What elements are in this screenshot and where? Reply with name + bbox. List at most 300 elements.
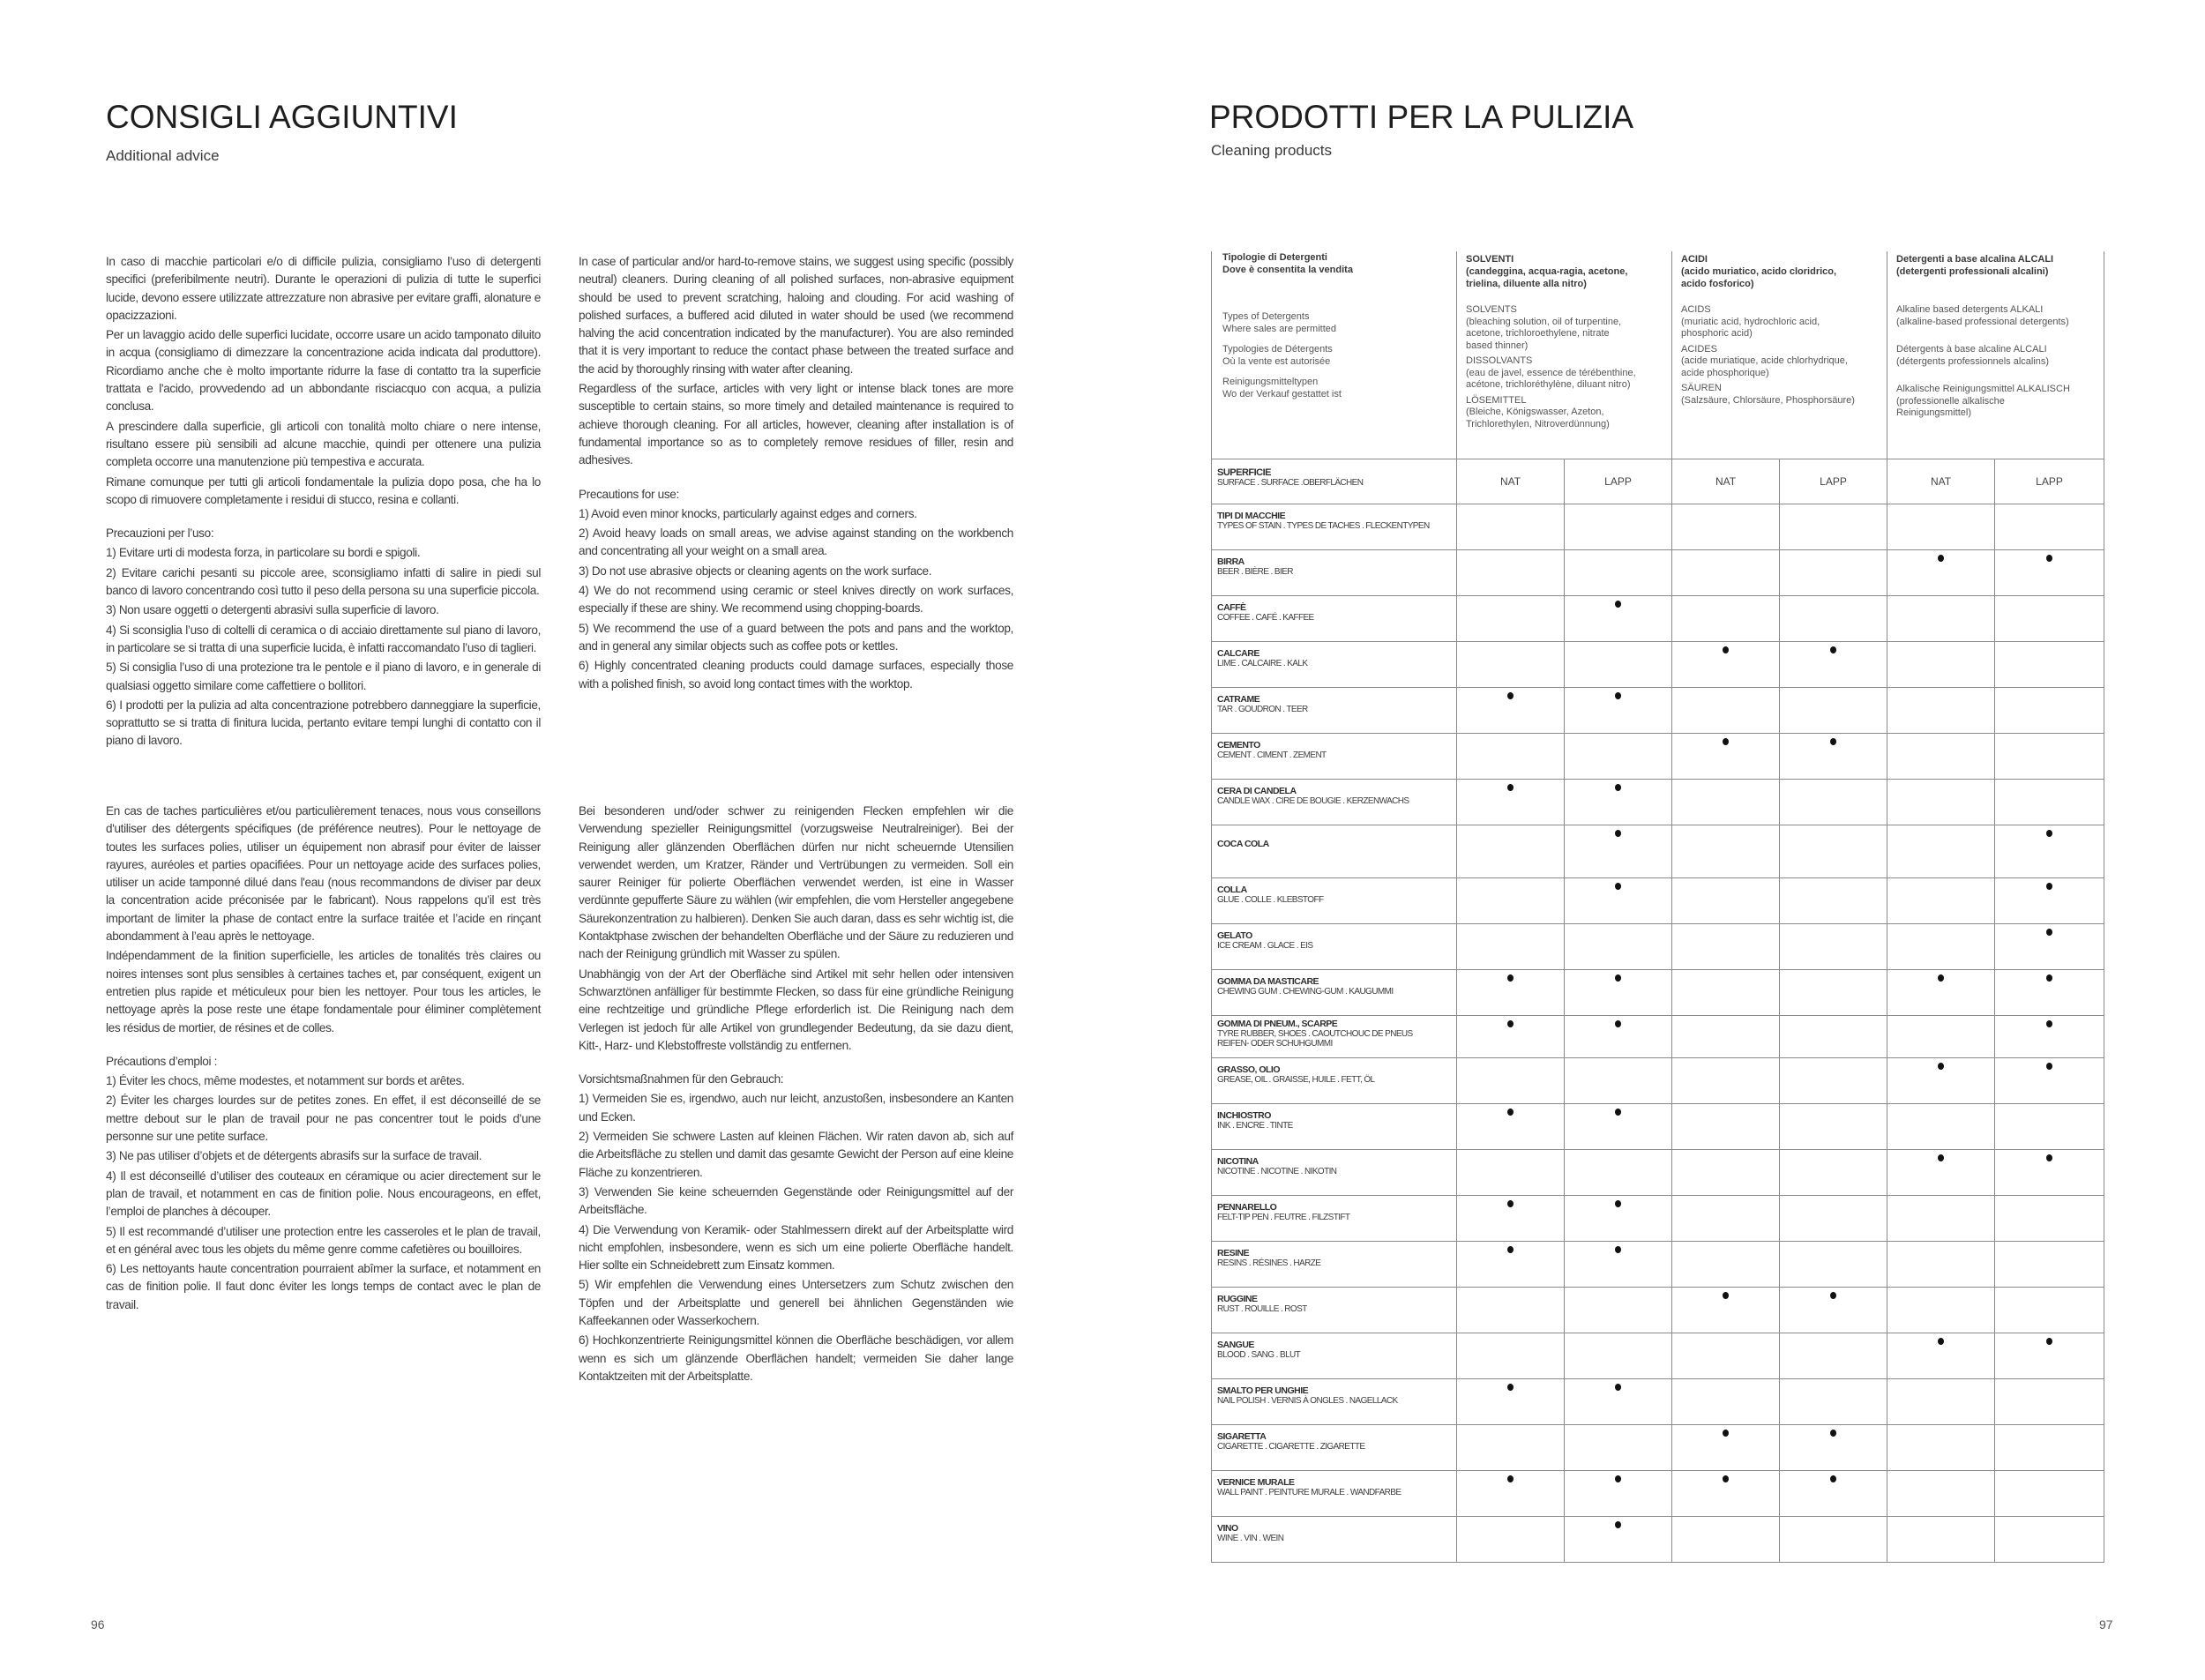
empty-cell <box>1457 1333 1565 1378</box>
bullet-dot-icon <box>1507 1200 1514 1207</box>
stain-row <box>1212 779 2104 825</box>
empty-cell <box>1565 923 1672 969</box>
bullet-dot-icon <box>2046 1338 2052 1345</box>
precaution-item: 5) Il est recommandé d’utiliser une protection entre les casseroles et le plan de travail, et en général avec tous les objets du même genre comme cafetières ou bouilloires. <box>106 1224 541 1256</box>
empty-cell <box>1780 1516 1887 1562</box>
empty-cell <box>1672 687 1780 733</box>
category-title: Detergenti a base alcalina ALCALI (detergenti professionali alcalini) <box>1896 254 2054 277</box>
empty-cell <box>1887 641 1995 687</box>
compatible-cell <box>1457 687 1565 733</box>
compatible-cell <box>1457 1470 1565 1516</box>
compatible-cell <box>1565 1195 1672 1241</box>
bullet-dot-icon <box>1507 1475 1514 1482</box>
bullet-dot-icon <box>1830 738 1836 745</box>
detergent-type-fr: Typologies de Détergents Où la vente est autorisée <box>1222 344 1333 367</box>
empty-cell <box>1780 1378 1887 1424</box>
bullet-dot-icon <box>1615 1475 1621 1482</box>
empty-cell <box>1565 549 1672 595</box>
bullet-dot-icon <box>1507 1109 1514 1116</box>
stain-row <box>1212 641 2104 687</box>
empty-cell <box>1672 969 1780 1015</box>
empty-cell <box>1457 1424 1565 1470</box>
detergent-type-title: Tipologie di Detergenti Dove è consentita la vendita <box>1222 252 1353 275</box>
compatible-cell <box>1887 1149 1995 1195</box>
empty-cell <box>1887 595 1995 641</box>
stain-label: COLLA GLUE . COLLE . KLEBSTOFF <box>1212 877 1457 923</box>
precautions-title: Vorsichtsmaßnahmen für den Gebrauch: <box>579 1072 784 1086</box>
empty-cell <box>1995 641 2104 687</box>
empty-cell <box>1995 1195 2104 1241</box>
bullet-dot-icon <box>1723 646 1729 653</box>
stain-row <box>1212 1149 2104 1195</box>
bullet-dot-icon <box>1938 974 1944 982</box>
empty-cell <box>1780 923 1887 969</box>
empty-cell <box>1780 1103 1887 1149</box>
empty-cell <box>1780 877 1887 923</box>
empty-cell <box>1995 595 2104 641</box>
category-translation: SOLVENTS (bleaching solution, oil of turpentine, acetone, trichloroethylene, nitrate based thinner) <box>1466 304 1622 351</box>
bullet-dot-icon <box>1830 646 1836 653</box>
empty-cell <box>1672 1241 1780 1287</box>
empty-cell <box>1457 825 1565 877</box>
empty-cell <box>1887 1287 1995 1333</box>
empty-cell <box>1995 1470 2104 1516</box>
bullet-dot-icon <box>1723 1430 1729 1437</box>
empty-cell <box>1565 1057 1672 1103</box>
empty-cell <box>1457 1057 1565 1103</box>
empty-cell <box>1887 687 1995 733</box>
empty-cell <box>1780 969 1887 1015</box>
empty-cell <box>1457 641 1565 687</box>
empty-cell <box>1457 877 1565 923</box>
empty-cell <box>1672 1516 1780 1562</box>
empty-cell <box>1887 733 1995 779</box>
category-translation: Alkalische Reinigungsmittel ALKALISCH (professionelle alkalische Reinigungsmittel) <box>1896 384 2070 418</box>
bullet-dot-icon <box>1723 1475 1729 1482</box>
precaution-item: 4) Die Verwendung von Keramik- oder Stahlmessern direkt auf der Arbeitsplatte wird nicht empfohlen, insbesondere, wenn es sich um eine polierte Oberfläche handelt. Hier sollte ein Schneidebrett zum Einsatz kommen. <box>579 1222 1013 1273</box>
compatible-cell <box>1780 733 1887 779</box>
precaution-item: 3) Do not use abrasive objects or cleaning agents on the work surface. <box>579 564 932 578</box>
empty-cell <box>1887 1195 1995 1241</box>
empty-cell <box>1780 779 1887 825</box>
compatible-cell <box>1565 1516 1672 1562</box>
bullet-dot-icon <box>1615 1200 1621 1207</box>
empty-cell <box>1672 923 1780 969</box>
stain-row <box>1212 733 2104 779</box>
empty-cell <box>1780 1333 1887 1378</box>
stain-label: SANGUE BLOOD . SANG . BLUT <box>1212 1333 1457 1378</box>
empty-cell <box>1887 923 1995 969</box>
compatible-cell <box>1995 825 2104 877</box>
precaution-item: 1) Evitare urti di modesta forza, in particolare su bordi e spigoli. <box>106 546 421 560</box>
bullet-dot-icon <box>1615 1246 1621 1253</box>
surface-col-nat: NAT <box>1887 459 1995 504</box>
empty-cell <box>1565 1287 1672 1333</box>
empty-cell <box>1887 825 1995 877</box>
bullet-dot-icon <box>1507 1020 1514 1027</box>
compatible-cell <box>1457 1241 1565 1287</box>
empty-cell <box>1672 779 1780 825</box>
compatible-cell <box>1565 825 1672 877</box>
compatible-cell <box>1995 1149 2104 1195</box>
precaution-item: 5) We recommend the use of a guard between the pots and pans and the worktop, and in general any similar objects such as coffee pots or kettles. <box>579 621 1013 653</box>
bullet-dot-icon <box>1615 601 1621 608</box>
empty-cell <box>1672 825 1780 877</box>
precautions-title: Precauzioni per l’uso: <box>106 526 214 541</box>
stain-row <box>1212 1195 2104 1241</box>
stain-label: GOMMA DA MASTICARE CHEWING GUM . CHEWING-GUM . KAUGUMMI <box>1212 969 1457 1015</box>
surface-row <box>1212 459 2104 504</box>
empty-cell <box>1565 641 1672 687</box>
compatible-cell <box>1995 923 2104 969</box>
compatible-cell <box>1672 733 1780 779</box>
precaution-item: 3) Ne pas utiliser d’objets et de détergents abrasifs sur la surface de travail. <box>106 1149 482 1163</box>
text-block-english <box>579 253 1013 695</box>
compatible-cell <box>1780 1470 1887 1516</box>
empty-cell <box>1995 733 2104 779</box>
compatible-cell <box>1995 877 2104 923</box>
stain-label: INCHIOSTRO INK . ENCRE . TINTE <box>1212 1103 1457 1149</box>
detergent-type-en: Types of Detergents Where sales are permitted <box>1222 311 1336 334</box>
paragraph: A prescindere dalla superficie, gli articoli con tonalità molto chiare o nere intense, risultano essere più sensibili ad alcune macchie, quindi per ottenere una pulizia completa occorre una manutenzione più tempestiva e accurata. <box>106 419 541 469</box>
text-block-german <box>579 803 1013 1387</box>
compatible-cell <box>1995 1057 2104 1103</box>
empty-cell <box>1565 1149 1672 1195</box>
compatible-cell <box>1565 969 1672 1015</box>
empty-cell <box>1672 1015 1780 1057</box>
stain-label: GOMMA DI PNEUM., SCARPE TYRE RUBBER, SHOES . CAOUTCHOUC DE PNEUS REIFEN- ODER SCHUHGUMMI <box>1212 1015 1457 1057</box>
precautions-title: Précautions d’emploi : <box>106 1054 218 1068</box>
page-subtitle-right: Cleaning products <box>1211 142 1333 159</box>
empty-cell <box>1887 1103 1995 1149</box>
compatible-cell <box>1780 1424 1887 1470</box>
empty-cell <box>1672 877 1780 923</box>
bullet-dot-icon <box>1615 692 1621 699</box>
bullet-dot-icon <box>2046 974 2052 982</box>
empty-cell <box>1995 1424 2104 1470</box>
compatible-cell <box>1457 1015 1565 1057</box>
compatible-cell <box>1565 779 1672 825</box>
empty-cell <box>1995 1516 2104 1562</box>
stain-row <box>1212 1516 2104 1562</box>
empty-cell <box>1565 733 1672 779</box>
stain-label: PENNARELLO FELT-TIP PEN . FEUTRE . FILZSTIFT <box>1212 1195 1457 1241</box>
paragraph: Unabhängig von der Art der Oberfläche sind Artikel mit sehr hellen oder intensiven Schwarztönen anfälliger für bestimmte Flecken, so dass für eine gründliche Reinigung eine rechtzeitige und gründliche Pflege erforderlich ist. Die Reinigung nach dem Verlegen ist jedoch für alle Artikel von grundlegender Bedeutung, da sie dazu dient, Kitt-, Harz- und Klebstoffreste vollständig zu entfernen. <box>579 967 1013 1052</box>
stain-row <box>1212 1287 2104 1333</box>
category-header-acids <box>1672 251 1887 459</box>
precaution-item: 2) Éviter les charges lourdes sur de petites zones. En effet, il est déconseillé de se mettre debout sur le plan de travail pour ne pas concentrer tout le poids d’une personne sur une petite surface. <box>106 1094 541 1144</box>
compatible-cell <box>1457 969 1565 1015</box>
detergent-type-de: Reinigungsmitteltypen Wo der Verkauf gestattet ist <box>1222 377 1342 399</box>
category-header-solvents <box>1457 251 1672 459</box>
bullet-dot-icon <box>1615 1384 1621 1391</box>
surface-col-nat: NAT <box>1457 459 1565 504</box>
category-translation: DISSOLVANTS (eau de javel, essence de térébenthine, acétone, trichloréthylène, diluant nitro) <box>1466 355 1636 390</box>
category-title: SOLVENTI (candeggina, acqua-ragia, acetone, trielina, diluente alla nitro) <box>1466 254 1628 289</box>
precaution-item: 3) Non usare oggetti o detergenti abrasivi sulla superficie di lavoro. <box>106 603 439 617</box>
compatible-cell <box>1672 1287 1780 1333</box>
bullet-dot-icon <box>1507 974 1514 982</box>
stain-row <box>1212 595 2104 641</box>
empty-cell <box>1565 1424 1672 1470</box>
stain-label: CEMENTO CEMENT . CIMENT . ZEMENT <box>1212 733 1457 779</box>
precaution-item: 1) Éviter les chocs, même modestes, et notamment sur bords et arêtes. <box>106 1074 465 1088</box>
compatible-cell <box>1565 1470 1672 1516</box>
stain-row <box>1212 1424 2104 1470</box>
stain-row <box>1212 1241 2104 1287</box>
compatible-cell <box>1565 877 1672 923</box>
precaution-item: 6) Highly concentrated cleaning products could damage surfaces, especially those with a polished finish, so avoid long contact times with the worktop. <box>579 659 1013 691</box>
empty-cell <box>1995 779 2104 825</box>
precaution-item: 2) Vermeiden Sie schwere Lasten auf kleinen Flächen. Wir raten davon ab, sich auf die Arbeitsfläche zu stellen und damit das gesamte Gewicht der Person auf eine kleine Fläche zu konzentrieren. <box>579 1130 1013 1179</box>
page-subtitle-left: Additional advice <box>106 147 220 164</box>
surface-col-lapp: LAPP <box>1780 459 1887 504</box>
paragraph: Per un lavaggio acido delle superfici lucidate, occorre usare un acido tamponato diluito in acqua (consigliamo di dimezzare la concentrazione acida indicata dal produttore). Ricordiamo anche che è molto importante ridurre la fase di contatto tra la superficie trattata e l'acido, provvedendo ad un abbondante risciacquo con acqua, a pulizia conclusa. <box>106 328 541 414</box>
surface-col-lapp: LAPP <box>1995 459 2104 504</box>
category-translation: ACIDS (muriatic acid, hydrochloric acid, phosphoric acid) <box>1681 304 1820 339</box>
empty-cell <box>1672 1103 1780 1149</box>
precaution-item: 4) We do not recommend using ceramic or steel knives directly on work surfaces, especially if these are shiny. We recommend using chopping-boards. <box>579 584 1013 616</box>
bullet-dot-icon <box>2046 1154 2052 1161</box>
category-translation: ACIDES (acide muriatique, acide chlorhydrique, acide phosphorique) <box>1681 343 1848 378</box>
stain-label: GRASSO, OLIO GREASE, OIL . GRAISSE, HUILE . FETT, ÖL <box>1212 1057 1457 1103</box>
bullet-dot-icon <box>1723 738 1729 745</box>
stain-label: GELATO ICE CREAM . GLACE . EIS <box>1212 923 1457 969</box>
bullet-dot-icon <box>1507 784 1514 791</box>
stain-row <box>1212 1333 2104 1378</box>
compatible-cell <box>1995 969 2104 1015</box>
category-translation: Détergents à base alcaline ALCALI (détergents professionnels alcalins) <box>1896 344 2050 367</box>
empty-cell <box>1457 1516 1565 1562</box>
stain-label: CAFFÈ COFFEE . CAFÉ . KAFFEE <box>1212 595 1457 641</box>
stain-row <box>1212 1057 2104 1103</box>
compatible-cell <box>1565 1378 1672 1424</box>
stain-label: SIGARETTA CIGARETTE . CIGARETTE . ZIGARETTE <box>1212 1424 1457 1470</box>
compatible-cell <box>1457 1103 1565 1149</box>
bullet-dot-icon <box>1615 974 1621 982</box>
bullet-dot-icon <box>2046 1063 2052 1070</box>
empty-cell <box>1887 877 1995 923</box>
empty-cell <box>1995 1287 2104 1333</box>
empty-cell <box>1780 595 1887 641</box>
stain-label: SMALTO PER UNGHIE NAIL POLISH . VERNIS À ONGLES . NAGELLACK <box>1212 1378 1457 1424</box>
empty-cell <box>1887 1470 1995 1516</box>
compatible-cell <box>1565 595 1672 641</box>
precaution-item: 5) Si consiglia l’uso di una protezione tra le pentole e il piano di lavoro, e in generale di qualsiasi oggetto similare come caffettiere o bollitori. <box>106 661 541 692</box>
stain-label: RUGGINE RUST . ROUILLE . ROST <box>1212 1287 1457 1333</box>
category-translation: SÄUREN (Salzsäure, Chlorsäure, Phosphorsäure) <box>1681 383 1855 406</box>
empty-cell <box>1887 779 1995 825</box>
empty-cell <box>1672 1333 1780 1378</box>
stain-label: COCA COLA <box>1212 825 1457 877</box>
empty-cell <box>1995 687 2104 733</box>
compatible-cell <box>1780 641 1887 687</box>
precautions-title: Precautions for use: <box>579 487 679 501</box>
bullet-dot-icon <box>1615 1521 1621 1528</box>
compatible-cell <box>1457 1195 1565 1241</box>
stain-row <box>1212 923 2104 969</box>
empty-cell <box>1887 1516 1995 1562</box>
precaution-item: 4) Il est déconseillé d’utiliser des couteaux en céramique ou acier directement sur le plan de travail, et notamment en cas de finition polie. Nous encourageons, en effet, l’emploi de planches à découper. <box>106 1169 541 1219</box>
precaution-item: 2) Evitare carichi pesanti su piccole aree, sconsigliamo infatti di salire in piedi sul banco di lavoro concentrando così tutto il peso della persona su una superficie piccola. <box>106 565 541 598</box>
compatible-cell <box>1887 549 1995 595</box>
bullet-dot-icon <box>1830 1430 1836 1437</box>
empty-cell <box>1780 549 1887 595</box>
paragraph: In case of particular and/or hard-to-remove stains, we suggest using specific (possibly neutral) cleaners. During cleaning of all polished surfaces, non-abrasive equipment should be used to prevent scratching, haloing and clouding. For acid washing of polished surfaces, a buffered acid diluted in water should be used (we recommend halving the acid concentration indicated by the manufacturer). You are also reminded that it is very important to reduce the contact phase between the treated surface and the acid by thoroughly rinsing with water after cleaning. <box>579 255 1013 376</box>
precaution-item: 4) Si sconsiglia l’uso di coltelli di ceramica o di acciaio direttamente sul piano di lavoro, in particolare se si tratta di una superficie lucida, è infatti raccomandato l’uso di taglieri. <box>106 623 541 654</box>
stain-row <box>1212 969 2104 1015</box>
precaution-item: 6) Les nettoyants haute concentration pourraient abîmer la surface, et notamment en cas de finition polie. Il faut donc éviter les longs temps de contact avec le plan de travail. <box>106 1262 541 1311</box>
paragraph: Bei besonderen und/oder schwer zu reinigenden Flecken empfehlen wir die Verwendung spezieller Reinigungsmittel (vorzugsweise Neutralreiniger). Bei der Reinigung aller glänzenden Oberflächen dürfen nur nicht scheuernde Utensilien verwendet werden, um Kratzer, Ränder und Vertrübungen zu vermeiden. Soll ein saurer Reiniger für polierte Oberflächen verwendet werden, ist eine in Wasser verdünnte gepufferte Säure zu wählen (wir empfehlen, die vom Hersteller angegebene Säurekonzentration zu halbieren). Denken Sie auch daran, dass es sehr wichtig ist, die Kontaktphase zwischen der behandelten Oberfläche und der Säure zu reduzieren und nach der Reinigung gründlich mit Wasser zu spülen. <box>579 804 1013 961</box>
page-number-left: 96 <box>91 1617 105 1631</box>
empty-cell <box>1887 1015 1995 1057</box>
compatible-cell <box>1780 1287 1887 1333</box>
compatible-cell <box>1565 1241 1672 1287</box>
category-translation: Alkaline based detergents ALKALI (alkaline-based professional detergents) <box>1896 304 2069 327</box>
bullet-dot-icon <box>1615 883 1621 890</box>
empty-cell <box>1780 1149 1887 1195</box>
empty-cell <box>1672 549 1780 595</box>
bullet-dot-icon <box>1507 1246 1514 1253</box>
empty-cell <box>1672 1057 1780 1103</box>
bullet-dot-icon <box>1938 1063 1944 1070</box>
bullet-dot-icon <box>2046 883 2052 890</box>
precaution-item: 5) Wir empfehlen die Verwendung eines Untersetzers zum Schutz zwischen den Töpfen und der Arbeitsplatte und generell bei ähnlichen Gegenständen wie Kaffeekannen oder Wasserkochern. <box>579 1278 1013 1328</box>
stain-row <box>1212 1378 2104 1424</box>
empty-cell <box>1995 1378 2104 1424</box>
compatible-cell <box>1565 1015 1672 1057</box>
paragraph: Indépendamment de la finition superficielle, les articles de tonalités très claires ou noires intenses sont plus sensibles à certaines taches et, par conséquent, exigent un entretien plus rapide et méticuleux pour bien les nettoyer. Pour tous les articles, le nettoyage après la pose reste une étape fondamentale pour éliminer complètement les résidus de mortier, de résines et de colles. <box>106 949 541 1034</box>
empty-cell <box>1780 1015 1887 1057</box>
bullet-dot-icon <box>2046 830 2052 837</box>
empty-cell <box>1780 1195 1887 1241</box>
category-translation: LÖSEMITTEL (Bleiche, Königswasser, Azeton, Trichlorethylen, Nitroverdünnung) <box>1466 394 1610 429</box>
bullet-dot-icon <box>1938 1154 1944 1161</box>
stain-label: VERNICE MURALE WALL PAINT . PEINTURE MURALE . WANDFARBE <box>1212 1470 1457 1516</box>
compatible-cell <box>1995 549 2104 595</box>
bullet-dot-icon <box>1507 1384 1514 1391</box>
detergent-type-header <box>1212 251 1457 459</box>
compatible-cell <box>1672 1470 1780 1516</box>
stain-row <box>1212 1103 2104 1149</box>
compatible-cell <box>1565 687 1672 733</box>
bullet-dot-icon <box>1830 1475 1836 1482</box>
stain-label: BIRRA BEER . BIÈRE . BIER <box>1212 549 1457 595</box>
category-header-alkali <box>1887 251 2104 459</box>
bullet-dot-icon <box>1507 692 1514 699</box>
empty-cell <box>1457 923 1565 969</box>
empty-cell <box>1780 1057 1887 1103</box>
bullet-dot-icon <box>1938 1338 1944 1345</box>
compatible-cell <box>1995 1333 2104 1378</box>
empty-cell <box>1887 1378 1995 1424</box>
stain-label: CALCARE LIME . CALCAIRE . KALK <box>1212 641 1457 687</box>
precaution-item: 1) Vermeiden Sie es, irgendwo, auch nur leicht, anzustoßen, insbesondere an Kanten und Ecken. <box>579 1092 1013 1124</box>
empty-cell <box>1672 1149 1780 1195</box>
text-block-french <box>106 803 541 1316</box>
empty-cell <box>1457 1287 1565 1333</box>
precaution-item: 6) I prodotti per la pulizia ad alta concentrazione potrebbero danneggiare la superficie, soprattutto se si tratta di finitura lucida, pertanto evitare tempi lunghi di contatto con il piano di lavoro. <box>106 698 541 748</box>
empty-cell <box>1457 1149 1565 1195</box>
compatible-cell <box>1672 641 1780 687</box>
precaution-item: 2) Avoid heavy loads on small areas, we advise against standing on the workbench and concentrating all your weight on a small area. <box>579 526 1013 558</box>
empty-cell <box>1995 1103 2104 1149</box>
empty-cell <box>1780 1241 1887 1287</box>
bullet-dot-icon <box>1615 1020 1621 1027</box>
bullet-dot-icon <box>1938 555 1944 562</box>
stain-label: CATRAME TAR . GOUDRON . TEER <box>1212 687 1457 733</box>
stain-row <box>1212 1470 2104 1516</box>
surface-label: SUPERFICIE SURFACE . SURFACE .OBERFLÄCHEN <box>1212 459 1457 504</box>
bullet-dot-icon <box>1615 1109 1621 1116</box>
compatible-cell <box>1457 779 1565 825</box>
compatible-cell <box>1672 1424 1780 1470</box>
surface-col-lapp: LAPP <box>1565 459 1672 504</box>
empty-cell <box>1457 733 1565 779</box>
stain-row <box>1212 825 2104 877</box>
stain-row <box>1212 687 2104 733</box>
paragraph: In caso di macchie particolari e/o di difficile pulizia, consigliamo l’uso di detergenti specifici (preferibilmente neutri). Durante le operazioni di pulizia di tutte le superfici lucide, devono essere utilizzate attrezzature non abrasive per evitare graffi, alonature e opacizzazioni. <box>106 255 541 322</box>
empty-cell <box>1672 1195 1780 1241</box>
cleaning-products-table <box>1211 251 2104 1563</box>
stain-label: VINO WINE . VIN . WEIN <box>1212 1516 1457 1562</box>
bullet-dot-icon <box>1830 1292 1836 1299</box>
paragraph: Rimane comunque per tutti gli articoli fondamentale la pulizia dopo posa, che ha lo scopo di rimuovere completamente i residui di stucco, resina e collanti. <box>106 474 541 506</box>
compatible-cell <box>1565 1103 1672 1149</box>
empty-cell <box>1565 1333 1672 1378</box>
page-number-right: 97 <box>2099 1617 2113 1631</box>
bullet-dot-icon <box>2046 1020 2052 1027</box>
precaution-item: 3) Verwenden Sie keine scheuernden Gegenstände oder Reinigungsmittel auf der Arbeitsfläche. <box>579 1184 1013 1217</box>
bullet-dot-icon <box>1615 830 1621 837</box>
page-title-right: PRODOTTI PER LA PULIZIA <box>1209 99 1634 135</box>
empty-cell <box>1457 595 1565 641</box>
empty-cell <box>1887 1241 1995 1287</box>
bullet-dot-icon <box>1615 784 1621 791</box>
text-block-italian <box>106 253 541 752</box>
category-title: ACIDI (acido muriatico, acido cloridrico, acido fosforico) <box>1681 254 1837 289</box>
bullet-dot-icon <box>2046 929 2052 936</box>
compatible-cell <box>1887 969 1995 1015</box>
stain-label: RESINE RESINS . RÉSINES . HARZE <box>1212 1241 1457 1287</box>
empty-cell <box>1457 549 1565 595</box>
bullet-dot-icon <box>1723 1292 1729 1299</box>
empty-cell <box>1780 825 1887 877</box>
precaution-item: 1) Avoid even minor knocks, particularly against edges and corners. <box>579 506 917 520</box>
bullet-dot-icon <box>2046 555 2052 562</box>
compatible-cell <box>1887 1333 1995 1378</box>
empty-cell <box>1672 595 1780 641</box>
paragraph: Regardless of the surface, articles with very light or intense black tones are more susceptible to certain stains, so more timely and detailed maintenance is required to achieve thorough cleaning. For all articles, however, cleaning after installation is of fundamental importance so as to completely remove residues of filler, resin and adhesives. <box>579 382 1013 467</box>
compatible-cell <box>1887 1057 1995 1103</box>
paragraph: En cas de taches particulières et/ou particulièrement tenaces, nous vous conseillons d'utiliser des détergents spécifiques (de préférence neutres). Pour le nettoyage de toutes les surfaces polies, utiliser un équipement non abrasif pour éviter de laisser rayures, auréoles et parties opacifiées. Pour un nettoyage acide des surfaces polies, utiliser un acide tamponné dilué dans l'eau (nous recommandons de diviser par deux la concentration acide préconisée par le fabricant). Nous rappelons qu’il est très important de limiter la phase de contact entre la surface traitée et l’acide en rinçant abondamment à l’eau après le nettoyage. <box>106 804 541 944</box>
page-title-left: CONSIGLI AGGIUNTIVI <box>106 99 458 135</box>
empty-cell <box>1887 1424 1995 1470</box>
empty-cell <box>1780 687 1887 733</box>
stain-label: NICOTINA NICOTINE . NICOTINE . NIKOTIN <box>1212 1149 1457 1195</box>
empty-cell <box>1672 1378 1780 1424</box>
stain-types-label: TIPI DI MACCHIE TYPES OF STAIN . TYPES DE TACHES . FLECKENTYPEN <box>1212 504 1457 549</box>
compatible-cell <box>1995 1015 2104 1057</box>
surface-col-nat: NAT <box>1672 459 1780 504</box>
stain-label: CERA DI CANDELA CANDLE WAX . CIRE DE BOUGIE . KERZENWACHS <box>1212 779 1457 825</box>
stain-row <box>1212 877 2104 923</box>
compatible-cell <box>1457 1378 1565 1424</box>
stain-row <box>1212 549 2104 595</box>
empty-cell <box>1995 1241 2104 1287</box>
precaution-item: 6) Hochkonzentrierte Reinigungsmittel können die Oberfläche beschädigen, vor allem wenn es sich um glänzende Oberflächen handelt; vermeiden Sie daher lange Kontaktzeiten mit der Arbeitsplatte. <box>579 1333 1013 1383</box>
stain-row <box>1212 1015 2104 1057</box>
